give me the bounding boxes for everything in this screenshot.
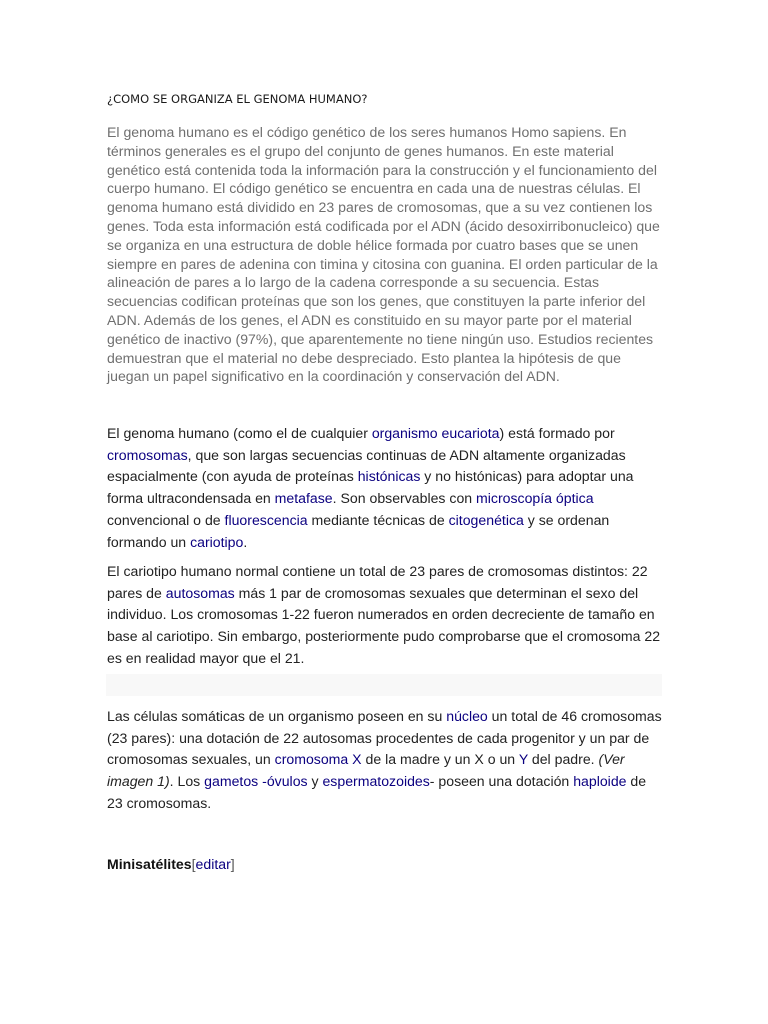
bracket-close: ]: [230, 856, 235, 872]
text: más 1 par de cromosomas sexuales que determinan el sexo del individuo. Los cromosomas 1-22 fueron numerados en orden decreciente de tamaño en base al cariotipo. Sin embargo, posteriormente pudo comprobarse que el cromosoma 22 es en realidad mayor que el 21.: [107, 584, 661, 666]
image-reference: (Ver imagen 1): [107, 751, 625, 790]
text: convencional o de: [107, 511, 225, 528]
link-histonicas[interactable]: histónicas: [357, 468, 421, 485]
text: de 23 cromosomas.: [107, 773, 647, 811]
bracket-open: [: [191, 856, 196, 872]
text: , que son largas secuencias continuas de ADN altamente organizadas espacialmente (con ayuda de proteínas: [107, 446, 626, 485]
text: un total de 46 cromosomas (23 pares): una dotación de 22 autosomas procedentes de cada progenitor y un par de cromosomas sexuales, un: [107, 708, 662, 768]
link-autosomas[interactable]: autosomas: [165, 584, 235, 601]
link-metafase[interactable]: metafase: [274, 490, 333, 507]
link-organismo-eucariota[interactable]: organismo eucariota: [371, 425, 500, 441]
text: Las células somáticas de un organismo poseen en su: [107, 708, 447, 724]
link-y[interactable]: Y: [518, 751, 528, 768]
link-nucleo[interactable]: núcleo: [446, 708, 488, 724]
link-citogenetica[interactable]: citogenética: [448, 511, 524, 528]
text: . Los: [169, 773, 205, 790]
text: .: [243, 533, 248, 550]
link-haploide[interactable]: haploide: [573, 773, 627, 790]
text: y se ordenan formando un: [107, 511, 610, 550]
link-microscopia-optica[interactable]: microscopía óptica: [476, 490, 594, 507]
text: ) está formado por: [499, 425, 615, 441]
text: y: [307, 773, 323, 790]
edit-link[interactable]: editar: [195, 856, 231, 872]
karyotype-paragraph: [107, 561, 663, 670]
section-heading: [107, 854, 235, 874]
genome-paragraph: [107, 423, 663, 553]
link-fluorescencia[interactable]: fluorescencia: [224, 511, 308, 528]
text: - poseen una dotación: [429, 773, 574, 790]
link-cromosoma-x[interactable]: cromosoma X: [274, 751, 362, 768]
section-heading-title: Minisatélites: [107, 856, 192, 872]
link-cromosomas[interactable]: cromosomas: [107, 446, 188, 463]
text: . Son observables con: [332, 490, 477, 507]
intro-paragraph: El genoma humano es el código genético de los seres humanos Homo sapiens. En términos generales es el grupo del conjunto de genes humanos. En este material genético está contenida toda la información para la construcción y el funcionamiento del cuerpo humano. El código genético se encuentra en cada una de nuestras células. El genoma humano está dividido en 23 pares de cromosomas, que a su vez contienen los genes. Toda esta información está codificada por el ADN (ácido desoxirribonucleico) que se organiza en una estructura de doble hélice formada por cuatro bases que se unen siempre en pares de adenina con timina y citosina con guanina. El orden particular de la alineación de pares a lo largo de la cadena corresponde a su secuencia. Estas secuencias codifican proteínas que son los genes, que constituyen la parte inferior del ADN. Además de los genes, el ADN es constituido en su mayor parte por el material genético de inactivo (97%), que aparentemente no tiene ningún uso. Estudios recientes demuestran que el material no debe despreciado. Esto plantea la hipótesis de que juegan un papel significativo en la coordinación y conservación del ADN.: [107, 124, 660, 385]
shaded-band: [106, 674, 662, 696]
text: del padre.: [527, 751, 599, 768]
link-cariotipo[interactable]: cariotipo: [190, 533, 244, 550]
text: El genoma humano (como el de cualquier: [107, 425, 372, 441]
text: mediante técnicas de: [307, 511, 449, 528]
text: y no histónicas) para adoptar una forma ultracondensada en: [107, 468, 634, 507]
text: El cariotipo humano normal contiene un total de 23 pares de cromosomas distintos: 22 pares de: [107, 563, 648, 601]
text: de la madre y un X o un: [361, 751, 519, 768]
link-espermatozoides[interactable]: espermatozoides: [322, 773, 430, 790]
link-gametos[interactable]: gametos: [204, 773, 259, 790]
document-title: ¿COMO SE ORGANIZA EL GENOMA HUMANO?: [107, 92, 368, 106]
link-ovulos[interactable]: -óvulos: [262, 773, 308, 790]
somatic-cells-paragraph: [107, 706, 663, 815]
